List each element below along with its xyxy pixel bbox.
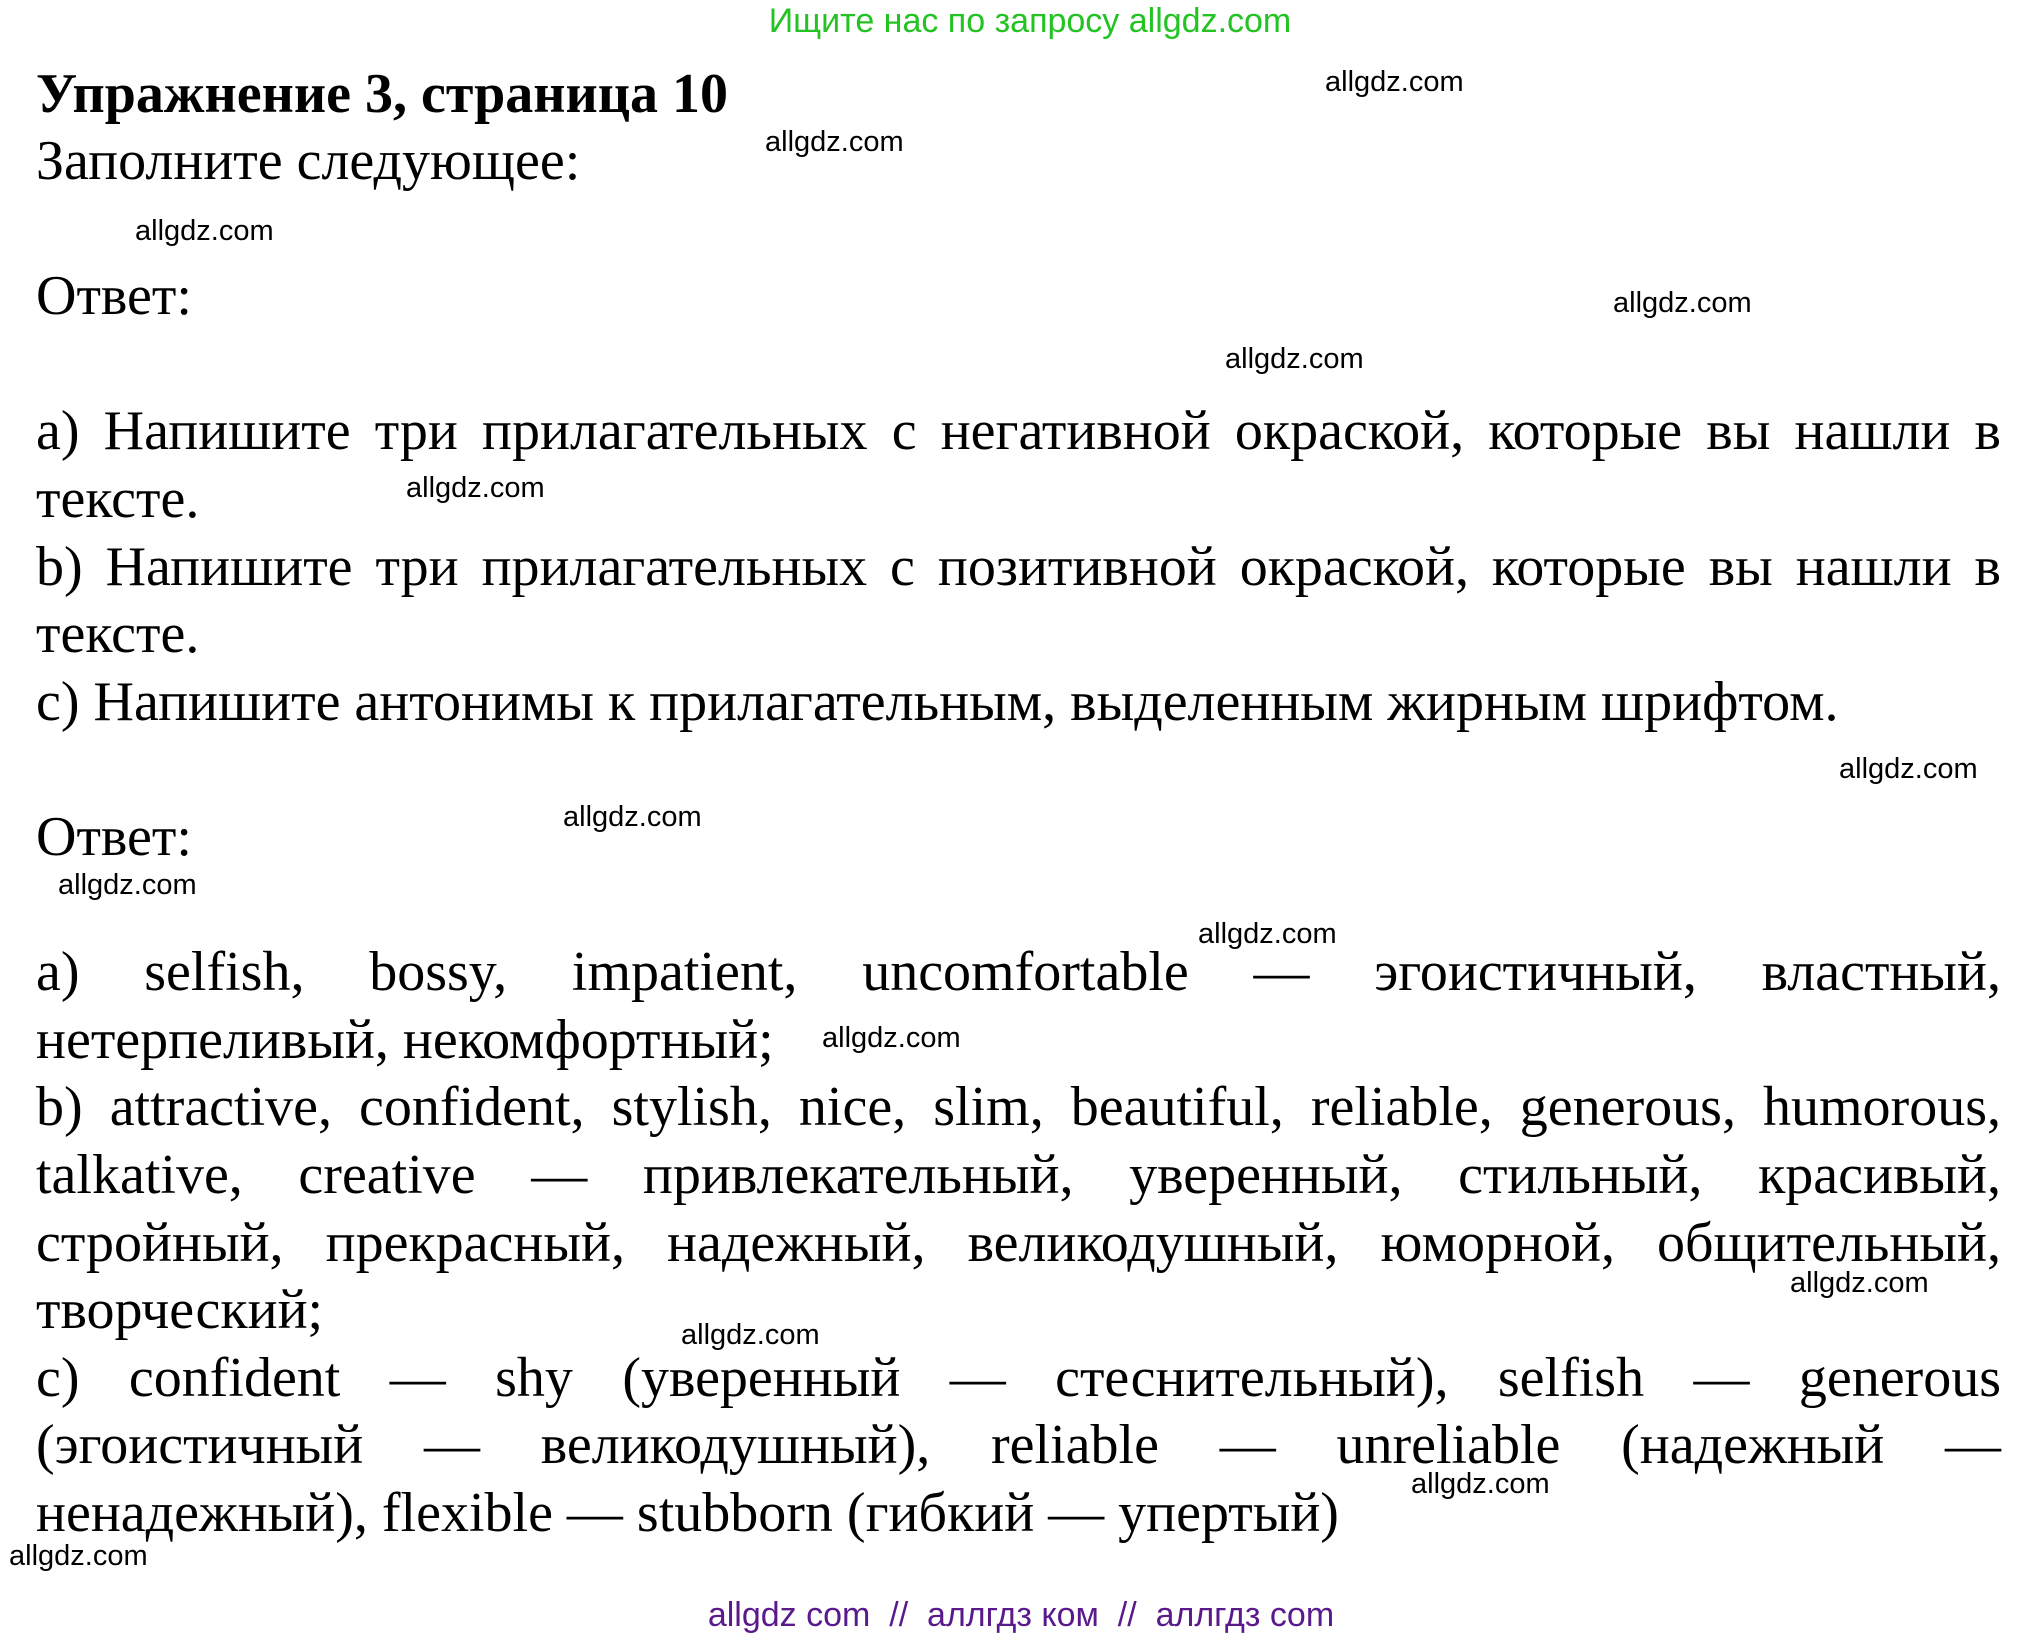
instruction: Заполните следующее: <box>36 130 581 192</box>
answer-b-line: talkative, creative — привлекательный, уверенный, стильный, красивый, <box>36 1143 2001 1206</box>
watermark: allgdz.com <box>135 215 274 247</box>
watermark: allgdz.com <box>822 1022 961 1054</box>
answer-b-line: творческий; <box>36 1279 324 1342</box>
blank-line <box>36 331 2001 399</box>
answer-c-line: (эгоистичный — великодушный), reliable — unreliable (надежный — <box>36 1414 2001 1477</box>
answer-c-line: ненадежный), flexible — stubborn (гибкий — упертый) <box>36 1481 1339 1544</box>
answer-b-line: b) attractive, confident, stylish, nice, slim, beautiful, reliable, generous, humorous, <box>36 1076 2001 1139</box>
question-b-line: тексте. <box>36 603 200 666</box>
watermark: allgdz.com <box>765 126 904 158</box>
answer-label: Ответ: <box>36 265 192 328</box>
watermark: allgdz.com <box>1411 1468 1550 1500</box>
question-b-line: b) Напишите три прилагательных с позитивной окраской, которые вы нашли в <box>36 535 2001 598</box>
question-c-line: c) Напишите антонимы к прилагательным, выделенным жирным шрифтом. <box>36 670 1839 733</box>
footer-links: allgdz com // аллгдз ком // аллгдз com <box>707 1596 1335 1634</box>
watermark: allgdz.com <box>681 1319 820 1351</box>
watermark: allgdz.com <box>1613 287 1752 319</box>
watermark: allgdz.com <box>563 801 702 833</box>
question-a-line: a) Напишите три прилагательных с негативной окраской, которые вы нашли в <box>36 400 2001 463</box>
watermark: allgdz.com <box>1325 66 1464 98</box>
blank-line <box>36 196 2001 264</box>
answer-b-line: стройный, прекрасный, надежный, великодушный, юморной, общительный, <box>36 1211 2001 1274</box>
answer-a-line: a) selfish, bossy, impatient, uncomfortable — эгоистичный, властный, <box>36 941 2001 1004</box>
page-title: Упражнение 3, страница 10 <box>36 63 729 125</box>
blank-line <box>36 736 2001 804</box>
answer-label: Ответ: <box>36 805 192 868</box>
answer-a-line: нетерпеливый, некомфортный; <box>36 1008 774 1071</box>
watermark: allgdz.com <box>1790 1267 1929 1299</box>
watermark: allgdz.com <box>406 472 545 504</box>
watermark: allgdz.com <box>58 869 197 901</box>
exercise-text <box>36 128 2001 1547</box>
watermark: allgdz.com <box>1225 343 1364 375</box>
watermark: allgdz.com <box>9 1540 148 1572</box>
watermark: allgdz.com <box>1198 918 1337 950</box>
watermark: allgdz.com <box>1839 753 1978 785</box>
blank-line <box>36 872 2001 940</box>
answer-c-line: c) confident — shy (уверенный — стеснительный), selfish — generous <box>36 1346 2001 1409</box>
search-banner: Ищите нас по запросу allgdz.com <box>768 2 1292 40</box>
question-a-line: тексте. <box>36 467 200 530</box>
